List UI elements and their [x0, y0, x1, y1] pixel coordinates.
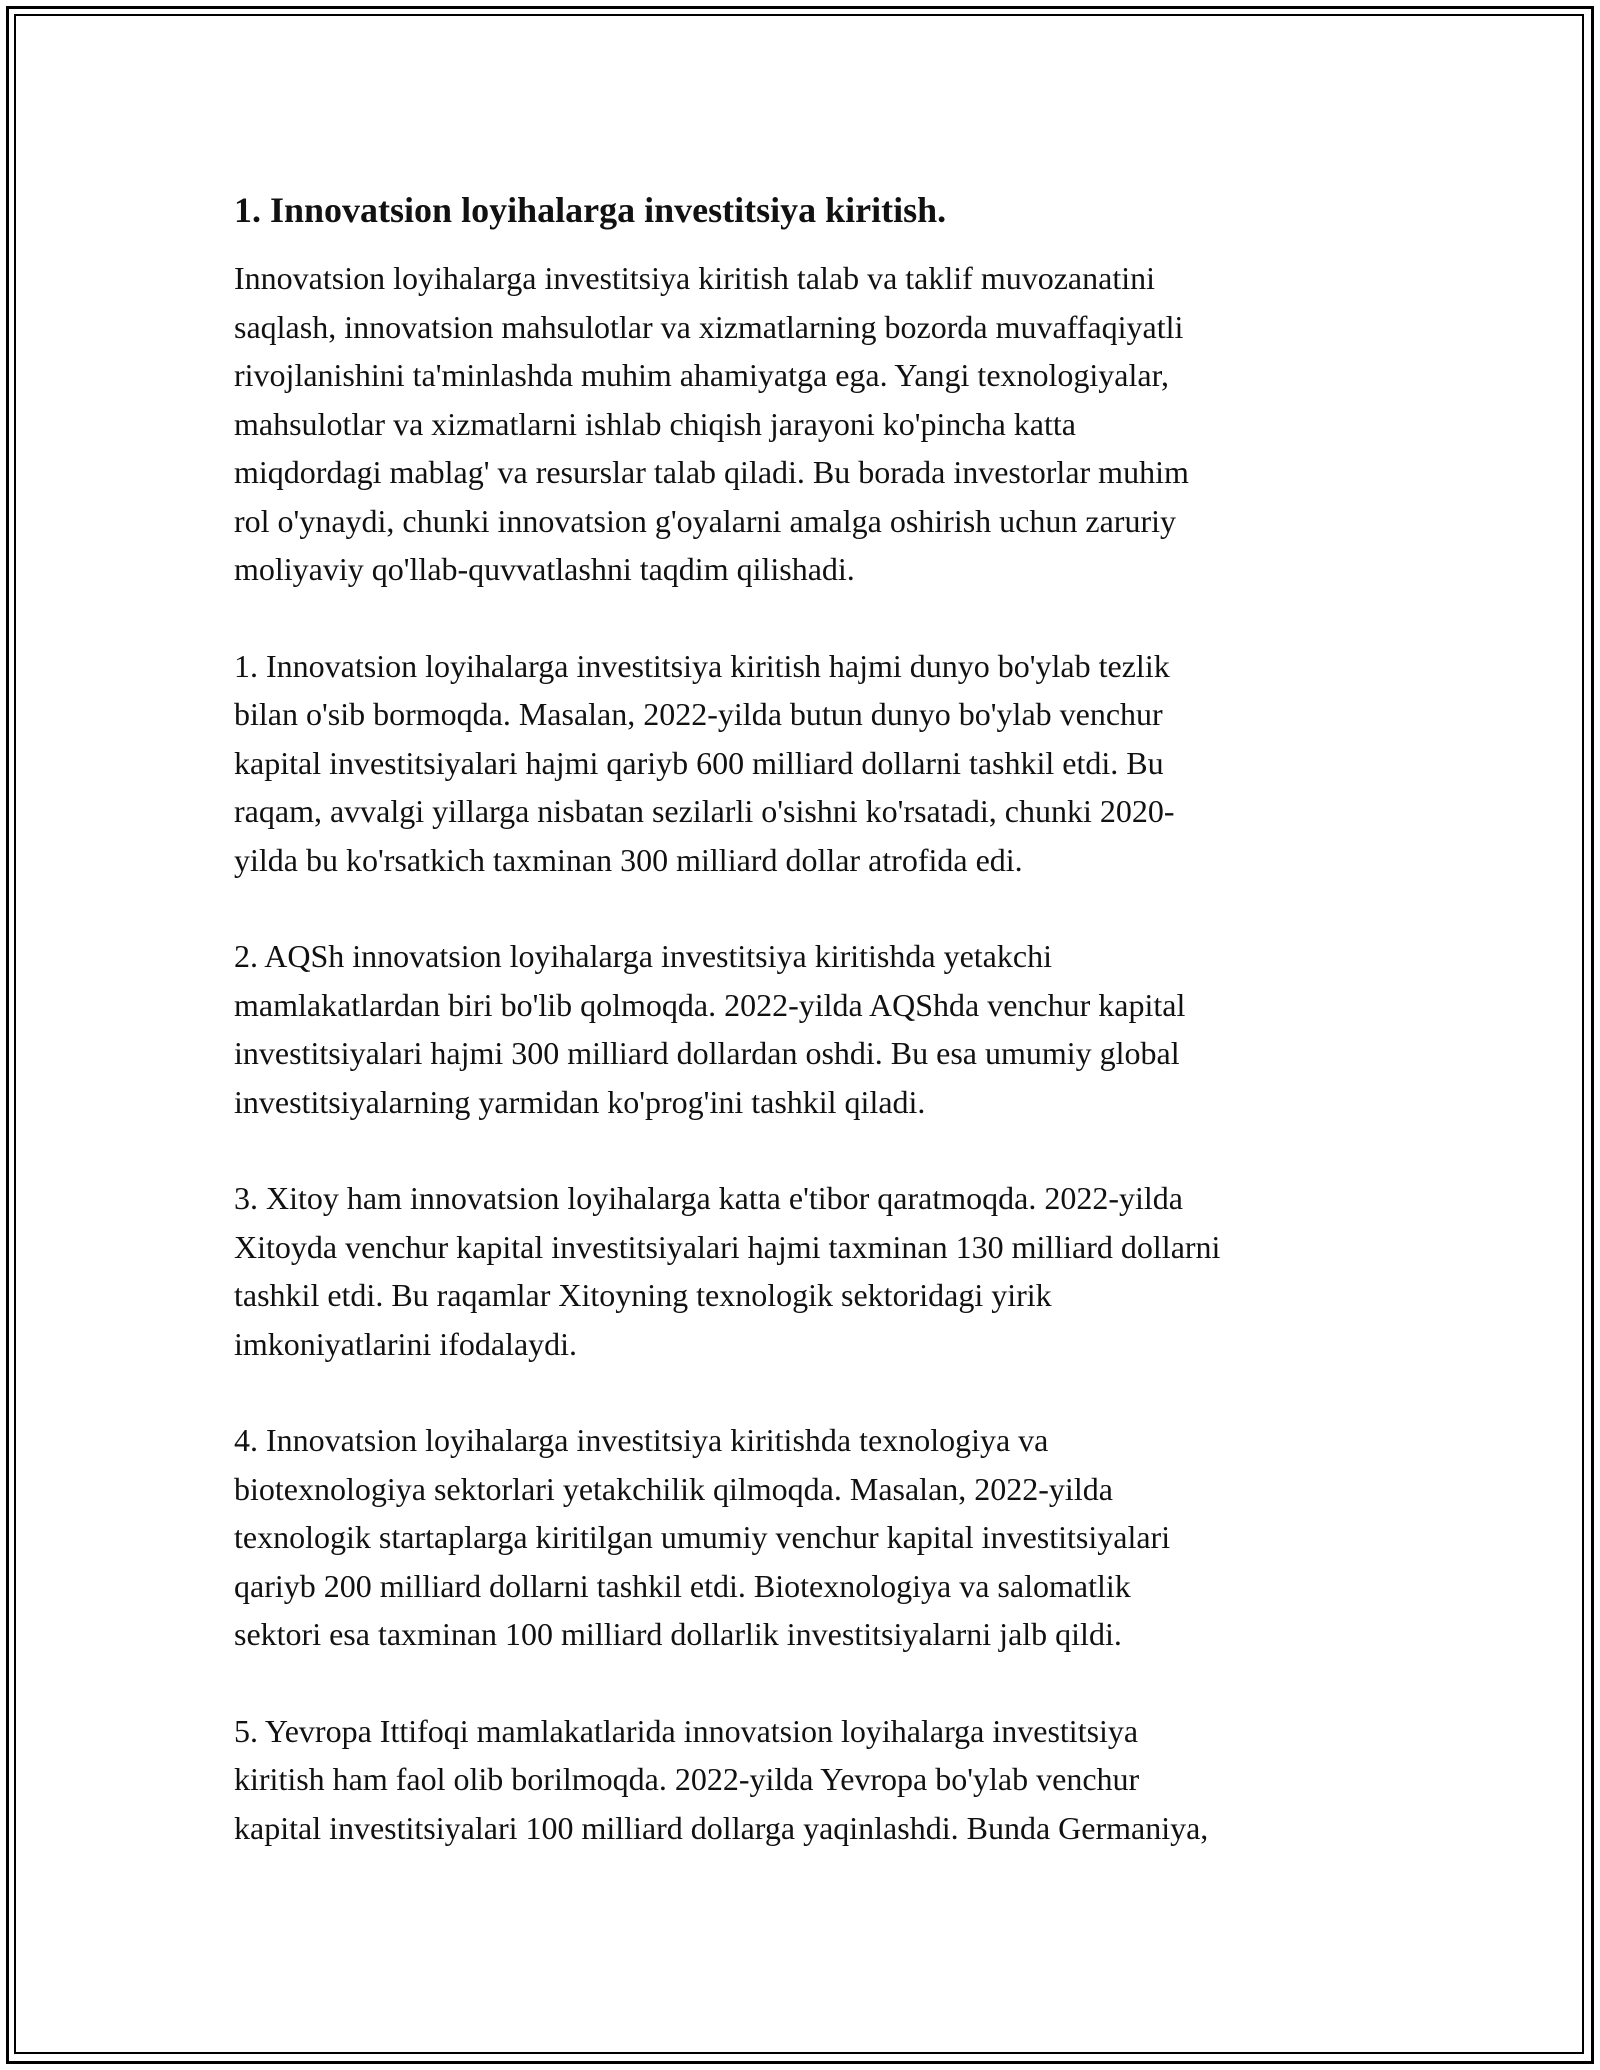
section-heading: 1. Innovatsion loyihalarga investitsiya kiritish. — [234, 190, 947, 230]
text-line: tashkil etdi. Bu raqamlar Xitoyning texnologik sektoridagi yirik — [234, 1277, 1052, 1313]
text-line: raqam, avvalgi yillarga nisbatan sezilarli o'sishni ko'rsatadi, chunki 2020- — [234, 793, 1175, 829]
text-line: rivojlanishini ta'minlashda muhim ahamiyatga ega. Yangi texnologiyalar, — [234, 357, 1169, 393]
text-line: texnologik startaplarga kiritilgan umumiy venchur kapital investitsiyalari — [234, 1519, 1171, 1555]
text-line: kiritish ham faol olib borilmoqda. 2022-yilda Yevropa bo'ylab venchur — [234, 1761, 1140, 1797]
text-line: miqdordagi mablag' va resurslar talab qiladi. Bu borada investorlar muhim — [234, 454, 1189, 490]
text-line: 1. Innovatsion loyihalarga investitsiya kiritish hajmi dunyo bo'ylab tezlik — [234, 647, 1170, 684]
text-line: bilan o'sib bormoqda. Masalan, 2022-yilda butun dunyo bo'ylab venchur — [234, 696, 1163, 732]
text-line: Xitoyda venchur kapital investitsiyalari hajmi taxminan 130 milliard dollarni — [234, 1228, 1221, 1265]
text-line: sektori esa taxminan 100 milliard dollarlik investitsiyalarni jalb qildi. — [234, 1616, 1122, 1652]
text-line: mahsulotlar va xizmatlarni ishlab chiqish jarayoni ko'pincha katta — [234, 405, 1076, 442]
text-line: mamlakatlardan biri bo'lib qolmoqda. 2022-yilda AQShda venchur kapital — [234, 986, 1186, 1023]
text-line: 2. AQSh innovatsion loyihalarga investitsiya kiritishda yetakchi — [234, 938, 1052, 974]
text-line: yilda bu ko'rsatkich taxminan 300 milliard dollar atrofida edi. — [234, 841, 1023, 878]
text-line: rol o'ynaydi, chunki innovatsion g'oyalarni amalga oshirish uchun zaruriy — [234, 502, 1176, 539]
text-line: investitsiyalarning yarmidan ko'prog'ini tashkil qiladi. — [234, 1083, 926, 1120]
list-item-1 — [234, 642, 1384, 885]
text-line: 4. Innovatsion loyihalarga investitsiya kiritishda texnologiya va — [234, 1422, 1049, 1458]
text-line: imkoniyatlarini ifodalaydi. — [234, 1325, 578, 1362]
list-item-5 — [234, 1707, 1384, 1853]
text-line: saqlash, innovatsion mahsulotlar va xizmatlarning bozorda muvaffaqiyatli — [234, 308, 1184, 345]
text-line: biotexnologiya sektorlari yetakchilik qilmoqda. Masalan, 2022-yilda — [234, 1470, 1113, 1507]
list-item-4 — [234, 1416, 1384, 1659]
text-line: 5. Yevropa Ittifoqi mamlakatlarida innovatsion loyihalarga investitsiya — [234, 1712, 1139, 1749]
text-line: qariyb 200 milliard dollarni tashkil etdi. Biotexnologiya va salomatlik — [234, 1567, 1131, 1604]
text-line: 3. Xitoy ham innovatsion loyihalarga katta e'tibor qaratmoqda. 2022-yilda — [234, 1180, 1183, 1216]
text-line: investitsiyalari hajmi 300 milliard dollardan oshdi. Bu esa umumiy global — [234, 1035, 1180, 1071]
text-line: Innovatsion loyihalarga investitsiya kiritish talab va taklif muvozanatini — [234, 260, 1155, 296]
text-line: kapital investitsiyalari hajmi qariyb 600 milliard dollarni tashkil etdi. Bu — [234, 744, 1164, 781]
list-item-3 — [234, 1174, 1384, 1368]
document-page — [234, 186, 1384, 1900]
text-line: moliyaviy qo'llab-quvvatlashni taqdim qilishadi. — [234, 551, 855, 587]
intro-paragraph — [234, 254, 1384, 594]
list-item-2 — [234, 932, 1384, 1126]
text-line: kapital investitsiyalari 100 milliard dollarga yaqinlashdi. Bunda Germaniya, — [234, 1809, 1209, 1846]
